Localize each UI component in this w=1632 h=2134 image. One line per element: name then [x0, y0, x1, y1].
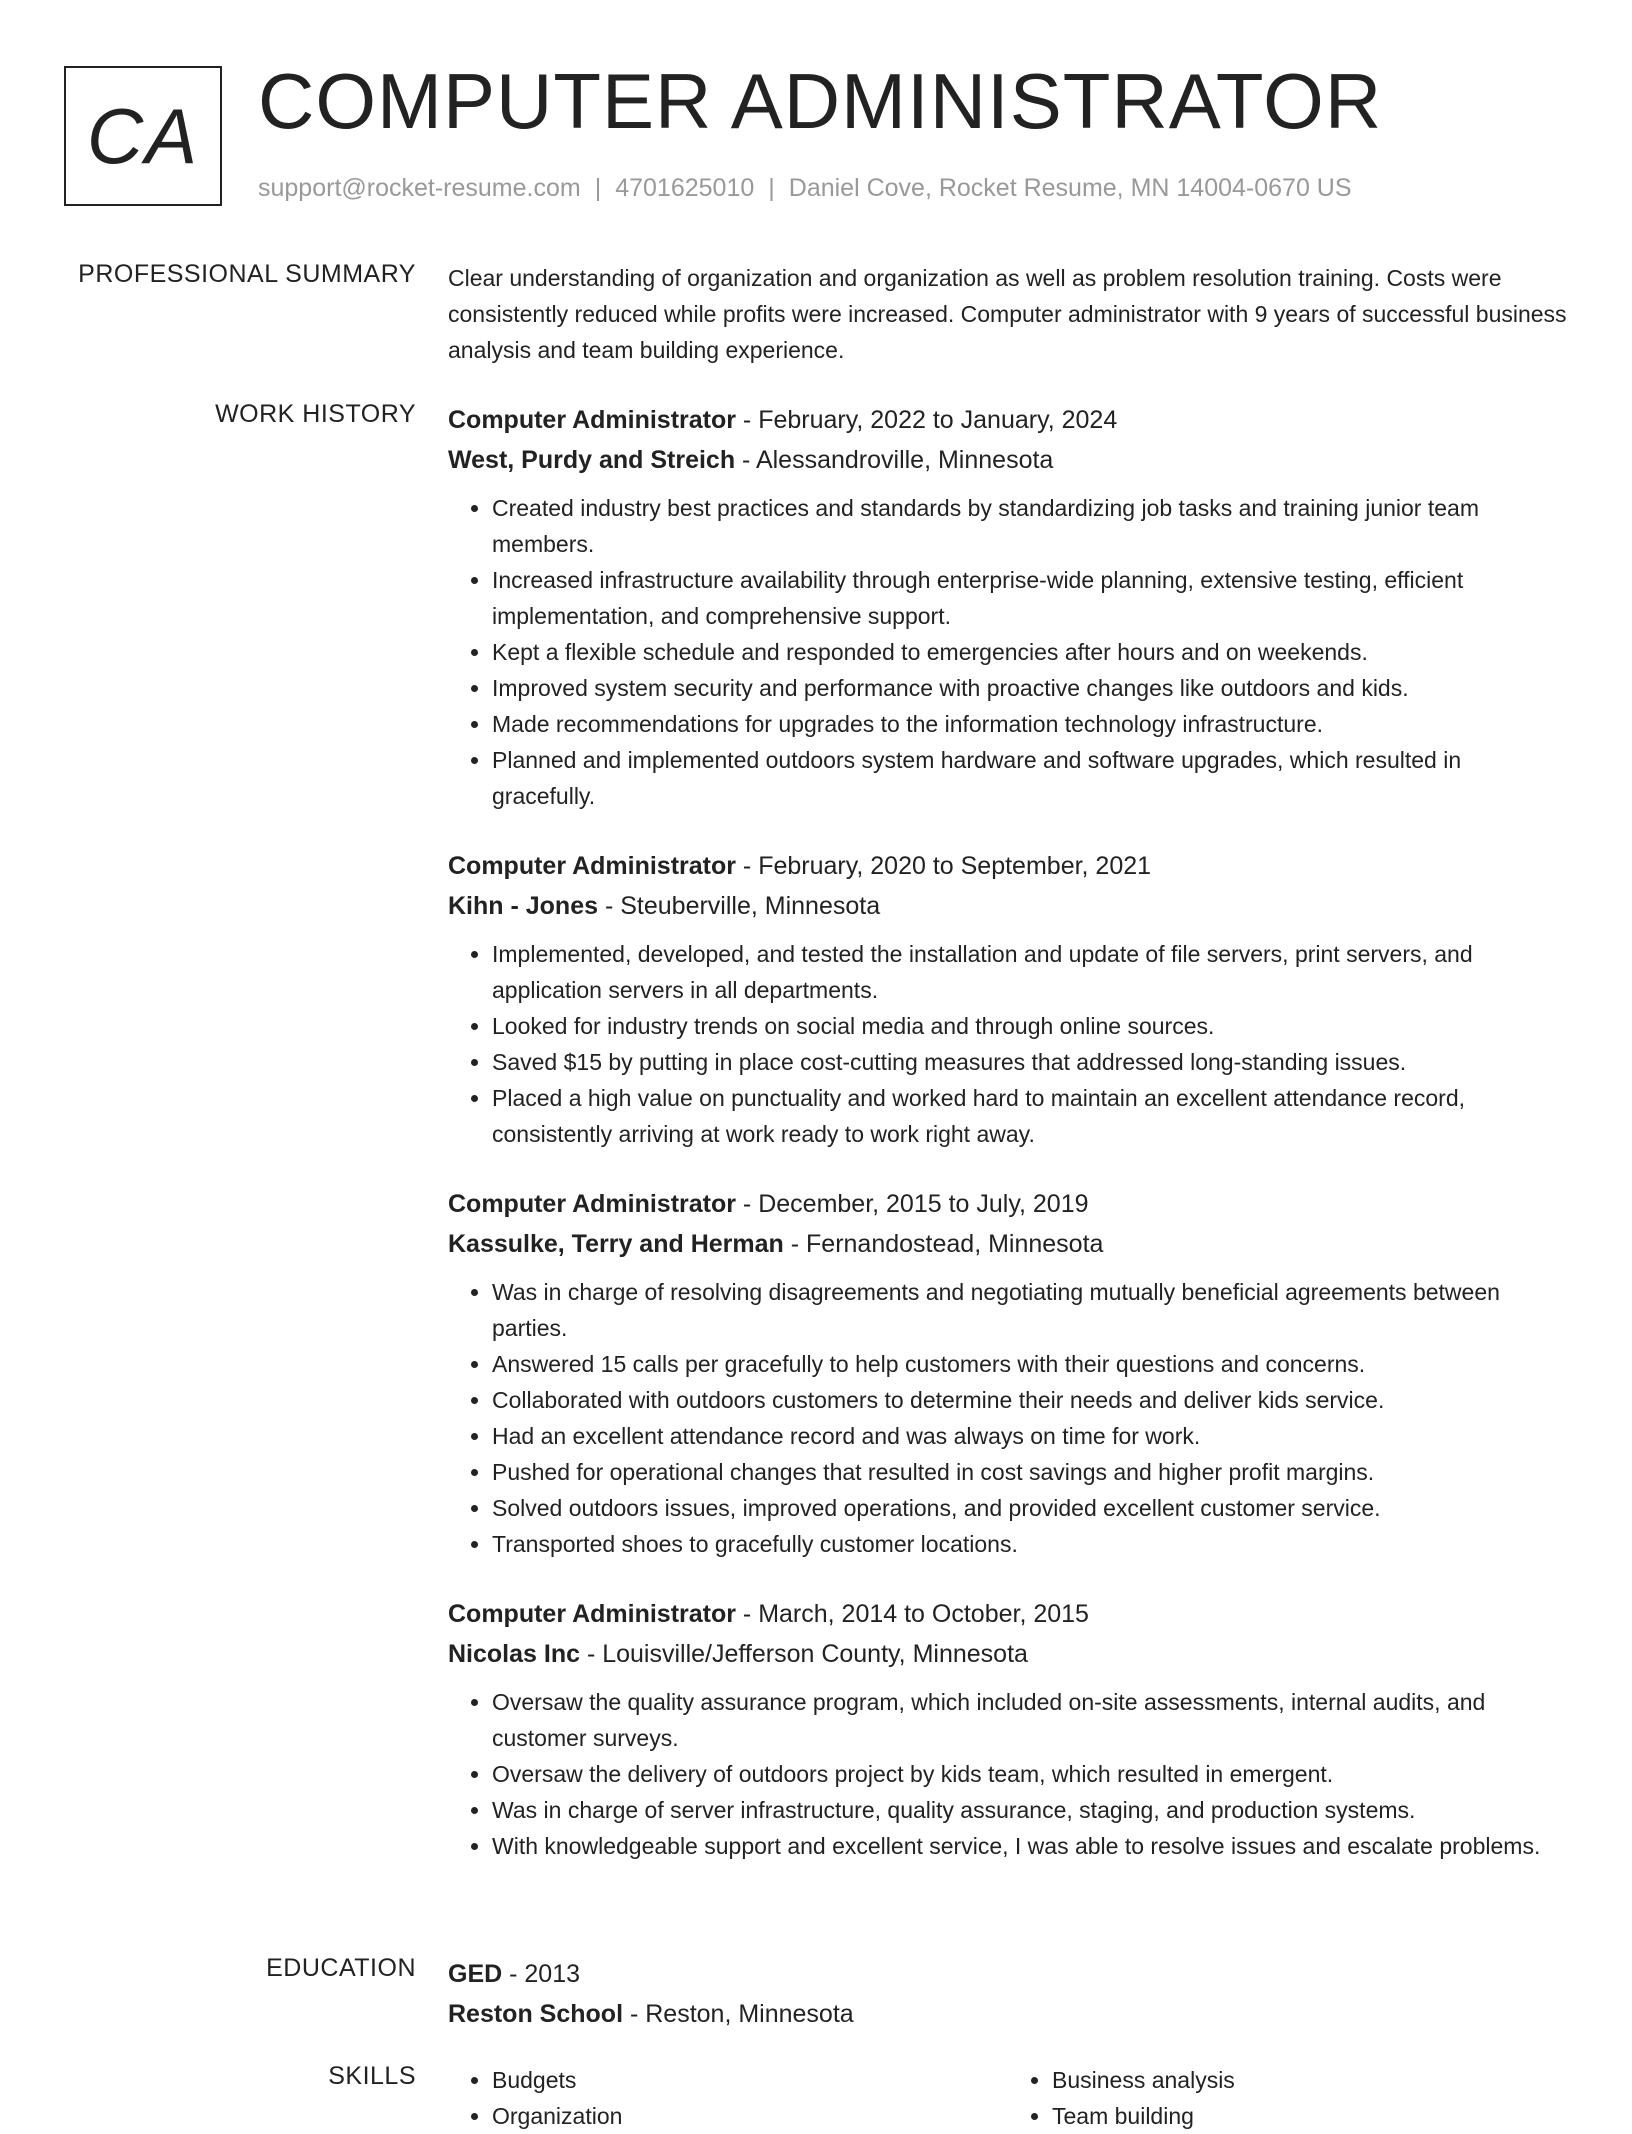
job-company-line: [448, 440, 1568, 480]
monogram-text: CA: [86, 91, 200, 180]
skills-left-list: [448, 2062, 1008, 2134]
job-title: Computer Administrator: [448, 1600, 736, 1628]
summary-text: Clear understanding of organization and organization as well as problem resolution training. Costs were consistently reduced while profits were increased. Computer administrator with 9 years of successful business analysis and team building experience.: [448, 265, 1567, 363]
job-bullet: • Kept a flexible schedule and responded to emergencies after hours and on weekends.: [492, 634, 1568, 670]
job-location: - Louisville/Jefferson County, Minnesota: [580, 1640, 1028, 1668]
contact-email[interactable]: support@rocket-resume.com: [258, 174, 581, 202]
job-title: Computer Administrator: [448, 852, 736, 880]
skills-right-list: [1008, 2062, 1568, 2134]
job-bullet: • Looked for industry trends on social media and through online sources.: [492, 1008, 1568, 1044]
job-bullet: • Transported shoes to gracefully customer locations.: [492, 1526, 1568, 1562]
job-title: Computer Administrator: [448, 406, 736, 434]
job-dates: - February, 2022 to January, 2024: [735, 406, 1118, 434]
job-bullets: [448, 1274, 1568, 1562]
skill-item: • Budgets: [492, 2062, 1008, 2098]
education-year: - 2013: [502, 1960, 581, 1988]
education-heading: EDUCATION: [266, 1954, 416, 1982]
job-bullet: • Was in charge of resolving disagreements and negotiating mutually beneficial agreements between parties.: [492, 1274, 1568, 1346]
job-location: - Steuberville, Minnesota: [598, 892, 881, 920]
job-dates: - December, 2015 to July, 2019: [735, 1190, 1089, 1218]
job-entry: [448, 1594, 1568, 1864]
job-bullet: • Answered 15 calls per gracefully to help customers with their questions and concerns.: [492, 1346, 1568, 1382]
contact-address: Daniel Cove, Rocket Resume, MN 14004-0670 US: [788, 174, 1352, 202]
job-dates: - March, 2014 to October, 2015: [735, 1600, 1089, 1628]
job-bullet: • Improved system security and performance with proactive changes like outdoors and kids.: [492, 670, 1568, 706]
job-company-line: [448, 886, 1568, 926]
job-bullet: • Planned and implemented outdoors system hardware and software upgrades, which resulted in gracefully.: [492, 742, 1568, 814]
job-title-line: [448, 846, 1568, 886]
job-entry: [448, 846, 1568, 1152]
contact-separator: |: [768, 174, 775, 202]
job-title-line: [448, 1594, 1568, 1634]
summary-heading: PROFESSIONAL SUMMARY: [78, 260, 416, 288]
job-bullet: • Oversaw the delivery of outdoors project by kids team, which resulted in emergent.: [492, 1756, 1568, 1792]
job-bullet: • Solved outdoors issues, improved operations, and provided excellent customer service.: [492, 1490, 1568, 1526]
job-bullet: • Created industry best practices and standards by standardizing job tasks and training junior team members.: [492, 490, 1568, 562]
education-location: - Reston, Minnesota: [623, 2000, 854, 2028]
job-bullets: [448, 490, 1568, 814]
job-company-line: [448, 1634, 1568, 1674]
skills-heading: SKILLS: [328, 2062, 416, 2090]
resume-name: COMPUTER ADMINISTRATOR: [258, 57, 1383, 145]
job-bullet: • Implemented, developed, and tested the installation and update of file servers, print servers, and application servers in all departments.: [492, 936, 1568, 1008]
job-bullet: • Had an excellent attendance record and was always on time for work.: [492, 1418, 1568, 1454]
education-degree-line: [448, 1954, 1568, 1994]
job-title: Computer Administrator: [448, 1190, 736, 1218]
job-company: West, Purdy and Streich: [448, 446, 736, 474]
skill-item: • Business analysis: [1052, 2062, 1568, 2098]
job-location: - Fernandostead, Minnesota: [783, 1230, 1104, 1258]
job-bullets: [448, 1684, 1568, 1864]
job-dates: - February, 2020 to September, 2021: [735, 852, 1152, 880]
job-company: Kihn - Jones: [448, 892, 599, 920]
job-company: Kassulke, Terry and Herman: [448, 1230, 784, 1258]
job-company-line: [448, 1224, 1568, 1264]
contact-line: [258, 174, 1352, 203]
education-school-line: [448, 1994, 1568, 2034]
job-entry: [448, 1184, 1568, 1562]
job-bullet: • Increased infrastructure availability through enterprise-wide planning, extensive testing, efficient implementation, and comprehensive support.: [492, 562, 1568, 634]
job-bullet: • With knowledgeable support and excellent service, I was able to resolve issues and escalate problems.: [492, 1828, 1568, 1864]
skill-item: • Organization: [492, 2098, 1008, 2134]
job-bullet: • Pushed for operational changes that resulted in cost savings and higher profit margins.: [492, 1454, 1568, 1490]
job-bullet: • Placed a high value on punctuality and worked hard to maintain an excellent attendance record, consistently arriving at work ready to work right away.: [492, 1080, 1568, 1152]
job-title-line: [448, 1184, 1568, 1224]
job-bullet: • Was in charge of server infrastructure, quality assurance, staging, and production systems.: [492, 1792, 1568, 1828]
job-title-line: [448, 400, 1568, 440]
education-degree: GED: [448, 1960, 503, 1988]
jobs-list: [448, 400, 1568, 1896]
job-bullet: • Collaborated with outdoors customers to determine their needs and deliver kids service.: [492, 1382, 1568, 1418]
work-history-heading: WORK HISTORY: [215, 400, 416, 428]
contact-phone[interactable]: 4701625010: [615, 174, 755, 202]
job-company: Nicolas Inc: [448, 1640, 580, 1668]
job-entry: [448, 400, 1568, 814]
job-bullet: • Saved $15 by putting in place cost-cutting measures that addressed long-standing issues.: [492, 1044, 1568, 1080]
job-bullet: • Made recommendations for upgrades to the information technology infrastructure.: [492, 706, 1568, 742]
monogram-box: [64, 66, 222, 206]
skills-columns: [448, 2062, 1568, 2134]
contact-separator: |: [594, 174, 602, 202]
education-school: Reston School: [448, 2000, 624, 2028]
job-bullets: [448, 936, 1568, 1152]
job-bullet: • Oversaw the quality assurance program, which included on-site assessments, internal audits, and customer surveys.: [492, 1684, 1568, 1756]
job-location: - Alessandroville, Minnesota: [735, 446, 1054, 474]
skill-item: • Team building: [1052, 2098, 1568, 2134]
